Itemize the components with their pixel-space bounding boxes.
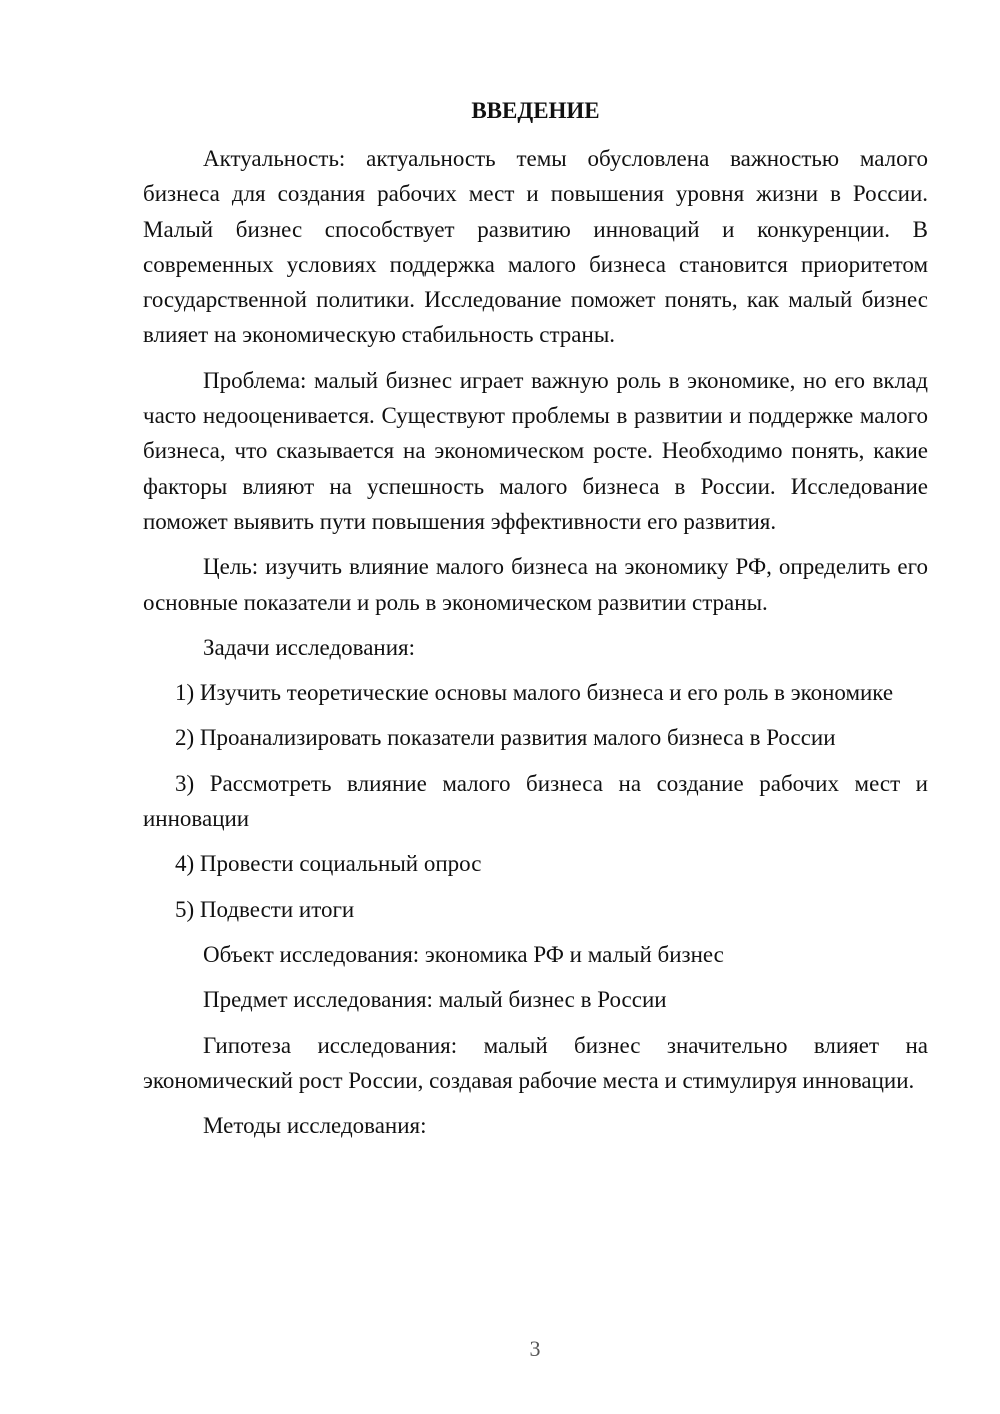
- list-item: 5) Подвести итоги: [175, 896, 355, 922]
- subject-paragraph: Предмет исследования: малый бизнес в России: [203, 987, 667, 1013]
- list-item: 1) Изучить теоретические основы малого бизнеса и его роль в экономике: [175, 680, 894, 706]
- list-item: 3) Рассмотреть влияние малого бизнеса на создание рабочих мест и инновации: [143, 770, 928, 832]
- object-paragraph: Объект исследования: экономика РФ и малый бизнес: [203, 941, 724, 967]
- goal-paragraph: Цель: изучить влияние малого бизнеса на экономику РФ, определить его основные показатели и роль в экономическом развитии страны.: [143, 554, 928, 615]
- hypothesis-paragraph: Гипотеза исследования: малый бизнес значительно влияет на экономический рост России, создавая рабочие места и стимулируя инновации.: [143, 1032, 928, 1093]
- page-content: [143, 93, 928, 1143]
- tasks-list: [143, 675, 928, 927]
- relevance-paragraph: Актуальность: актуальность темы обусловлена важностью малого бизнеса для создания рабочих мест и повышения уровня жизни в России. Малый бизнес способствует развитию инноваций и конкуренции. В современных условиях поддержка малого бизнеса становится приоритетом государственной политики. Исследование поможет понять, как малый бизнес влияет на экономическую стабильность страны.: [143, 146, 928, 348]
- methods-title: Методы исследования:: [203, 1113, 427, 1139]
- page-number: 3: [529, 1336, 541, 1361]
- problem-paragraph: Проблема: малый бизнес играет важную роль в экономике, но его вклад часто недооценивается. Существуют проблемы в развитии и поддержке малого бизнеса, что сказывается на экономическом росте. Необходимо понять, какие факторы влияют на успешность малого бизнеса в России. Исследование поможет выявить пути повышения эффективности его развития.: [143, 367, 928, 534]
- tasks-title: Задачи исследования:: [203, 634, 416, 660]
- list-item: 2) Проанализировать показатели развития малого бизнеса в России: [175, 725, 836, 751]
- list-item: 4) Провести социальный опрос: [175, 851, 482, 877]
- page-title: ВВЕДЕНИЕ: [471, 98, 600, 123]
